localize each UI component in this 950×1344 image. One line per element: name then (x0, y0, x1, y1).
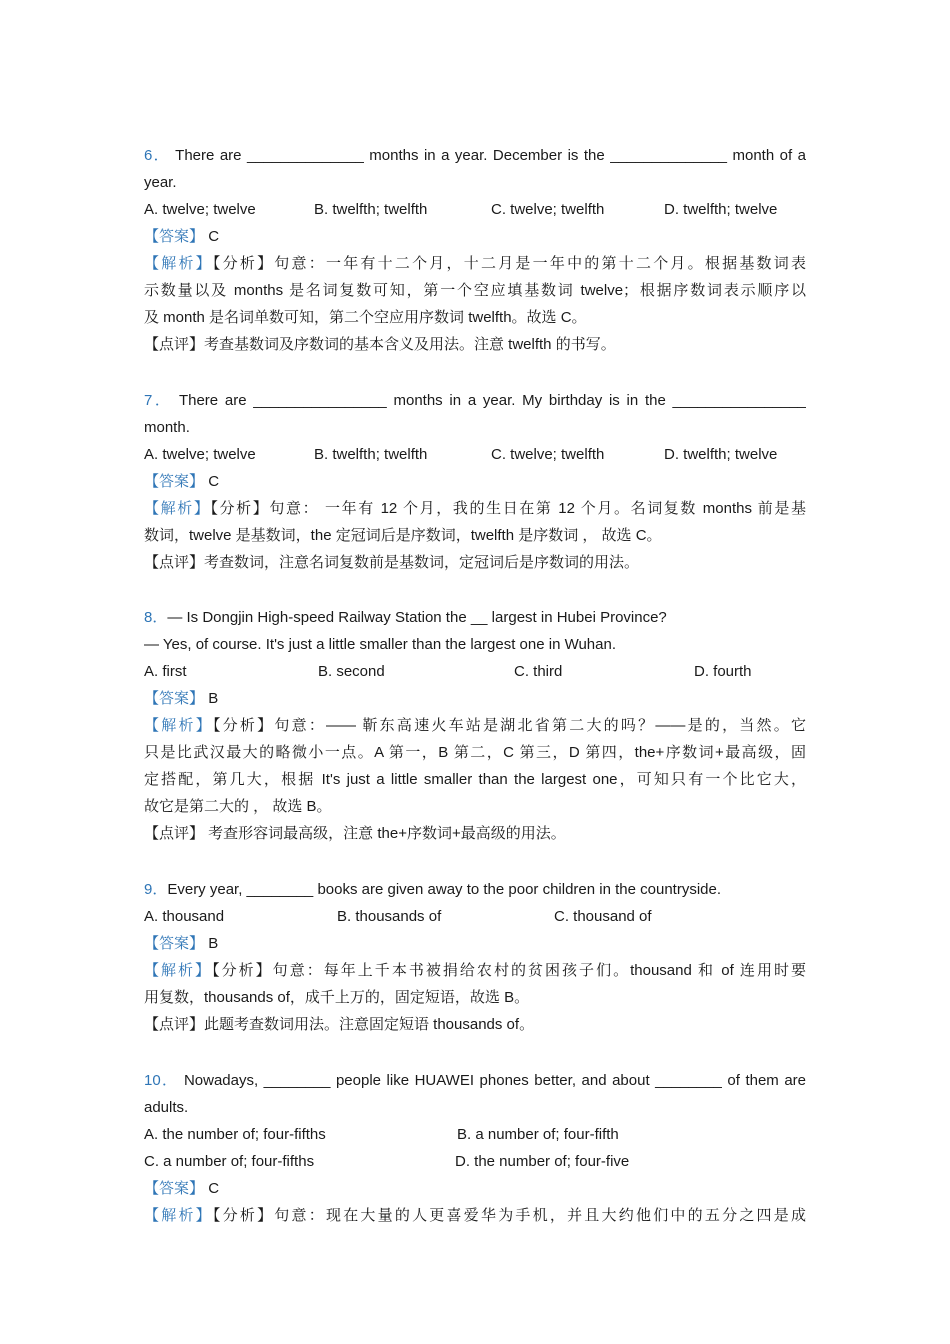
option-b: B. twelfth; twelfth (314, 446, 428, 463)
option-c: C. a number of; four-fifths (144, 1153, 315, 1170)
option-a: A. twelve; twelve (144, 201, 256, 218)
answer-label: 【答案】 (144, 690, 205, 707)
question-stem-line: month. (144, 419, 190, 436)
option-a: A. the number of; four-fifths (144, 1126, 326, 1143)
analysis-line: 及 month 是名词单数可知，第二个空应用序数词 twelfth。故选 C。 (144, 309, 587, 326)
question-number: 10． (144, 1072, 179, 1089)
document-page (144, 142, 806, 1229)
question-stem-line: 7． There are ________________ months in a year. My birthday is in the ________________ (144, 392, 806, 409)
question-stem-line: year. (144, 174, 177, 191)
option-c: C. twelve; twelfth (491, 446, 605, 463)
question-8 (144, 604, 806, 847)
analysis-line: 数词，twelve 是基数词，the 定冠词后是序数词，twelfth 是序数词 ， 故选 C。 (144, 527, 662, 544)
analysis-line: 【解析】【分析】句意：每年上千本书被捐给农村的贫困孩子们。thousand 和 of 连用时要 (144, 962, 806, 979)
analysis-line: 示数量以及 months 是名词复数可知，第一个空应填基数词 twelve；根据序数词表示顺序以 (144, 282, 806, 299)
answer-line (144, 468, 806, 495)
option-b: B. a number of; four-fifth (457, 1126, 619, 1143)
option-a: A. thousand (144, 908, 225, 925)
answer-value: C (208, 473, 220, 490)
comment-line: 【点评】考查数词，注意名词复数前是基数词，定冠词后是序数词的用法。 (144, 554, 640, 571)
analysis-line: 【解析】【分析】句意： 一年有 12 个月，我的生日在第 12 个月。名词复数 months 前是基 (144, 500, 806, 517)
analysis-line: 定搭配，第几大，根据 It's just a little smaller than the largest one，可知只有一个比它大， (144, 771, 806, 788)
analysis-label: 【解析】 (144, 717, 213, 734)
analysis-line: 【解析】【分析】句意：现在大量的人更喜爱华为手机，并且大约他们中的五分之四是成 (144, 1207, 806, 1224)
option-d: D. twelfth; twelve (664, 446, 778, 463)
option-b: B. thousands of (337, 908, 442, 925)
option-d: D. the number of; four-five (455, 1153, 630, 1170)
analysis-line: 只是比武汉最大的略微小一点。A 第一，B 第二，C 第三，D 第四，the+序数词+最高级，固 (144, 744, 806, 761)
question-10 (144, 1067, 806, 1229)
analysis-line: 用复数，thousands of，成千上万的，固定短语，故选 B。 (144, 989, 530, 1006)
analysis-line: 故它是第二大的 ， 故选 B。 (144, 798, 332, 815)
answer-label: 【答案】 (144, 228, 205, 245)
options-row (144, 1121, 806, 1148)
answer-label: 【答案】 (144, 473, 205, 490)
question-stem-line: — Yes, of course. It's just a little smaller than the largest one in Wuhan. (144, 636, 617, 653)
question-7 (144, 387, 806, 576)
option-d: D. twelfth; twelve (664, 201, 778, 218)
options-row (144, 903, 806, 930)
option-c: C. third (514, 663, 563, 680)
question-6 (144, 142, 806, 358)
options-row (144, 441, 806, 468)
option-c: C. twelve; twelfth (491, 201, 605, 218)
answer-value: C (208, 228, 220, 245)
options-row (144, 658, 806, 685)
question-stem-line: 8．— Is Dongjin High-speed Railway Station the __ largest in Hubei Province? (144, 609, 667, 626)
answer-label: 【答案】 (144, 1180, 205, 1197)
answer-value: B (208, 935, 219, 952)
option-d: D. fourth (694, 663, 752, 680)
answer-line (144, 685, 806, 712)
analysis-label: 【解析】 (144, 255, 213, 272)
options-row (144, 196, 806, 223)
option-a: A. twelve; twelve (144, 446, 256, 463)
option-b: B. twelfth; twelfth (314, 201, 428, 218)
comment-line: 【点评】此题考查数词用法。注意固定短语 thousands of。 (144, 1016, 535, 1033)
analysis-label: 【解析】 (144, 962, 213, 979)
question-stem-line: 9．Every year, ________ books are given away to the poor children in the countryside. (144, 881, 722, 898)
question-9 (144, 876, 806, 1038)
answer-line (144, 223, 806, 250)
question-number: 9． (144, 881, 168, 898)
question-stem-line: 6． There are ______________ months in a year. December is the ______________ month of a (144, 147, 806, 164)
question-stem-line: adults. (144, 1099, 189, 1116)
option-a: A. first (144, 663, 187, 680)
answer-value: C (208, 1180, 220, 1197)
options-row (144, 1148, 806, 1175)
question-number: 6． (144, 147, 170, 164)
analysis-label: 【解析】 (144, 1207, 213, 1224)
option-c: C. thousand of (554, 908, 652, 925)
analysis-line: 【解析】【分析】句意：一年有十二个月，十二月是一年中的第十二个月。根据基数词表 (144, 255, 806, 272)
option-b: B. second (318, 663, 385, 680)
analysis-label: 【解析】 (144, 500, 211, 517)
question-stem-line: 10． Nowadays, ________ people like HUAWEI phones better, and about ________ of them are (144, 1072, 806, 1089)
answer-label: 【答案】 (144, 935, 205, 952)
analysis-line: 【解析】【分析】句意：—— 靳东高速火车站是湖北省第二大的吗？——是的，当然。它 (144, 717, 806, 734)
question-number: 8． (144, 609, 168, 626)
answer-value: B (208, 690, 219, 707)
answer-line (144, 930, 806, 957)
question-number: 7． (144, 392, 173, 409)
comment-line: 【点评】 考查形容词最高级，注意 the+序数词+最高级的用法。 (144, 825, 566, 842)
comment-line: 【点评】考查基数词及序数词的基本含义及用法。注意 twelfth 的书写。 (144, 336, 616, 353)
answer-line (144, 1175, 806, 1202)
